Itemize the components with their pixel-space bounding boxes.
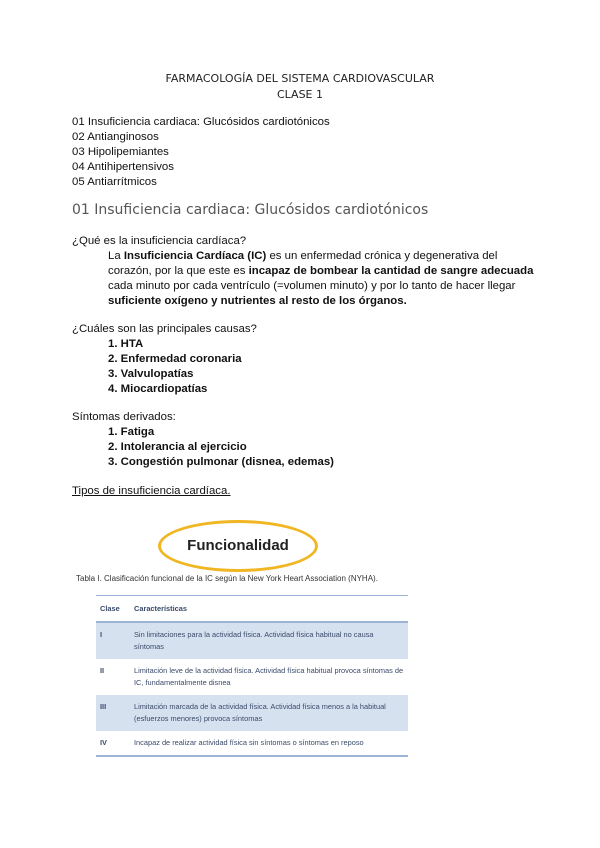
- cause-item: 1. HTA: [108, 338, 144, 350]
- nyha-figure: [72, 505, 424, 767]
- table-row: I Sin limitaciones para la actividad física. Actividad física habitual no causa síntomas: [96, 622, 408, 659]
- figure-label: Funcionalidad: [187, 537, 289, 554]
- document-title: FARMACOLOGÍA DEL SISTEMA CARDIOVASCULAR: [165, 72, 435, 85]
- nyha-table: [96, 595, 408, 757]
- cause-item: 4. Miocardiopatías: [108, 383, 208, 395]
- symptom-item: 3. Congestión pulmonar (disnea, edemas): [108, 456, 334, 468]
- symptom-item: 2. Intolerancia al ejercicio: [108, 441, 247, 453]
- definition-line: cada minuto por cada ventrículo (=volumen minuto) y por lo tanto de hacer llegar: [108, 280, 516, 292]
- table-caption: Tabla I. Clasificación funcional de la IC según la New York Heart Association (NYHA).: [76, 574, 378, 583]
- index-item: 01 Insuficiencia cardiaca: Glucósidos cardiotónicos: [72, 116, 330, 128]
- definition-line: corazón, por la que este es incapaz de bombear la cantidad de sangre adecuada: [108, 265, 534, 277]
- question-what: ¿Qué es la insuficiencia cardíaca?: [72, 235, 247, 247]
- types-heading: Tipos de insuficiencia cardíaca.: [72, 485, 231, 497]
- cause-item: 3. Valvulopatías: [108, 368, 194, 380]
- question-causes: ¿Cuáles son las principales causas?: [72, 323, 257, 335]
- header-caracteristicas: Características: [130, 596, 408, 623]
- index-item: 03 Hipolipemiantes: [72, 146, 169, 158]
- table-row: III Limitación marcada de la actividad física. Actividad física menos a la habitual (esfuerzos menores) provoca síntomas: [96, 695, 408, 731]
- symptom-item: 1. Fatiga: [108, 426, 155, 438]
- cause-item: 2. Enfermedad coronaria: [108, 353, 242, 365]
- table-row: II Limitación leve de la actividad física. Actividad física habitual provoca síntomas de IC, fundamentalmente disnea: [100, 666, 404, 687]
- symptoms-label: Síntomas derivados:: [72, 411, 176, 423]
- index-item: 05 Antiarrítmicos: [72, 176, 157, 188]
- table-row: IV Incapaz de realizar actividad física sin síntomas o síntomas en reposo: [96, 731, 408, 756]
- index-item: 02 Antianginosos: [72, 131, 159, 143]
- definition-line: La Insuficiencia Cardíaca (IC) es un enfermedad crónica y degenerativa del: [108, 250, 498, 262]
- definition-line: suficiente oxígeno y nutrientes al resto de los órganos.: [108, 295, 407, 307]
- section-heading: 01 Insuficiencia cardiaca: Glucósidos cardiotónicos: [72, 202, 429, 218]
- index-item: 04 Antihipertensivos: [72, 161, 174, 173]
- document-subtitle: CLASE 1: [276, 88, 323, 101]
- header-clase: Clase: [96, 596, 130, 623]
